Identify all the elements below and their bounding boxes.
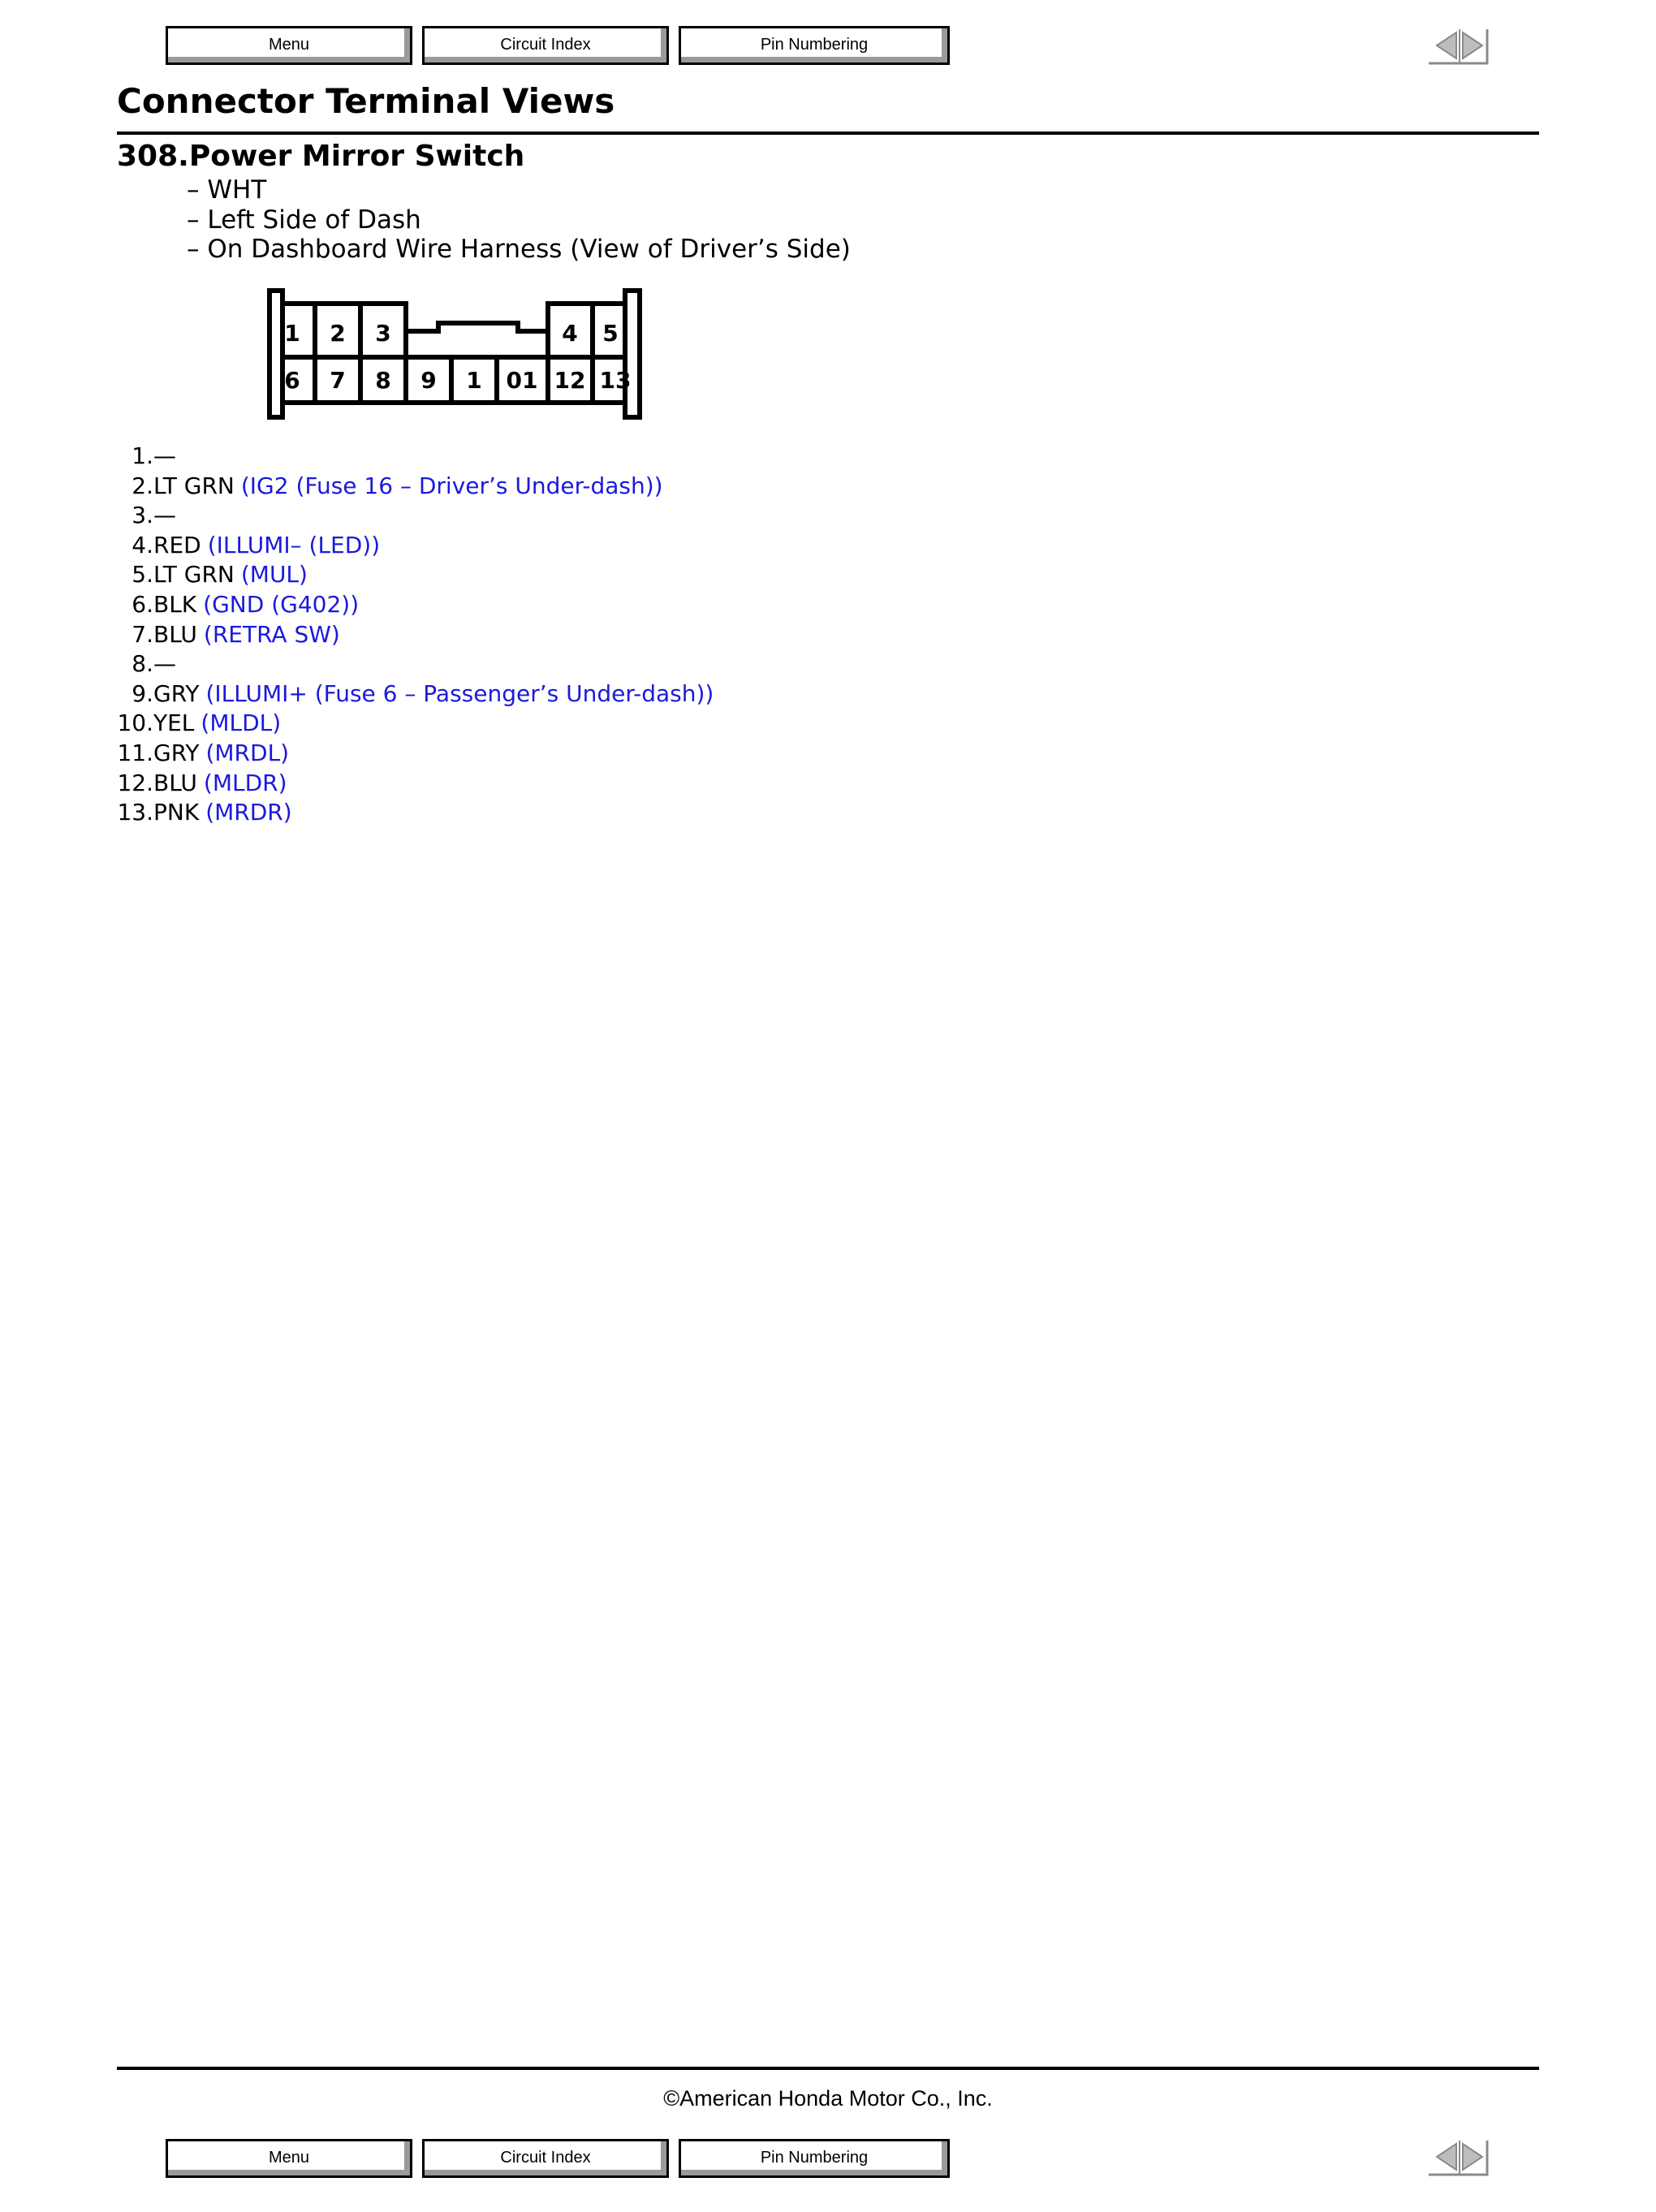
page-title: Connector Terminal Views xyxy=(117,81,615,121)
wire-color: — xyxy=(153,650,176,678)
pin-number: 1. xyxy=(132,442,153,469)
pin-number: 13. xyxy=(117,799,153,826)
pin-list xyxy=(117,442,714,828)
pin-number: 2. xyxy=(132,472,153,499)
connector-details xyxy=(187,175,851,265)
cavity-label: 4 xyxy=(562,320,578,347)
pin-function[interactable]: (ILLUMI– (LED)) xyxy=(207,531,381,558)
pin-number: 3. xyxy=(132,502,153,529)
pin-function[interactable]: (MRDL) xyxy=(205,739,290,766)
pin-number: 9. xyxy=(132,679,153,707)
cavity-label: 8 xyxy=(375,367,391,394)
wire-color: BLU xyxy=(153,769,197,796)
copyright-notice: ©American Honda Motor Co., Inc. xyxy=(663,2086,993,2111)
connector-heading: 308.Power Mirror Switch xyxy=(117,140,525,173)
pin-number: 11. xyxy=(117,739,153,766)
pin-row xyxy=(117,649,714,679)
pin-numbering-button[interactable]: Pin Numbering xyxy=(679,26,950,65)
cavity-label: 5 xyxy=(602,320,619,347)
page-nav-arrows xyxy=(1425,2139,1495,2180)
pin-function[interactable]: (MRDR) xyxy=(205,799,292,826)
pin-function[interactable]: (RETRA SW) xyxy=(203,620,340,648)
pin-row xyxy=(117,620,714,650)
wire-color: BLK xyxy=(153,590,197,618)
circuit-index-button[interactable]: Circuit Index xyxy=(422,26,669,65)
menu-button[interactable]: Menu xyxy=(166,2139,412,2178)
pin-number: 10. xyxy=(117,709,153,737)
connector-color: – WHT xyxy=(187,175,267,205)
next-page-icon[interactable] xyxy=(1463,2144,1482,2170)
cavity-label: 7 xyxy=(330,367,346,394)
circuit-index-button[interactable]: Circuit Index xyxy=(422,2139,669,2178)
pin-function[interactable]: (MUL) xyxy=(240,561,308,589)
wire-color: RED xyxy=(153,531,201,558)
pin-number: 5. xyxy=(132,561,153,589)
wire-color: BLU xyxy=(153,620,197,648)
cavity-label: 1 xyxy=(284,320,300,347)
pin-row xyxy=(117,709,714,739)
wire-color: GRY xyxy=(153,739,200,766)
pin-function[interactable]: (GND (G402)) xyxy=(203,590,360,618)
pin-row xyxy=(117,501,714,531)
cavity-label: 01 xyxy=(506,367,538,394)
pin-function[interactable]: (ILLUMI+ (Fuse 6 – Passenger’s Under-dash)) xyxy=(205,679,714,707)
pin-function[interactable]: (MLDL) xyxy=(201,709,282,737)
menu-button[interactable]: Menu xyxy=(166,26,412,65)
previous-page-icon[interactable] xyxy=(1437,2144,1456,2170)
wire-color: GRY xyxy=(153,679,200,707)
footer-divider xyxy=(117,2067,1539,2070)
pin-number: 7. xyxy=(132,620,153,648)
next-page-icon[interactable] xyxy=(1463,32,1482,58)
title-divider xyxy=(117,132,1539,135)
wire-color: LT GRN xyxy=(153,561,235,589)
pin-row xyxy=(117,679,714,709)
wire-color: PNK xyxy=(153,799,200,826)
previous-page-icon[interactable] xyxy=(1437,32,1456,58)
pin-number: 4. xyxy=(132,531,153,558)
wire-color: YEL xyxy=(153,709,195,737)
pin-row xyxy=(117,590,714,620)
pin-row xyxy=(117,560,714,590)
cavity-label: 9 xyxy=(420,367,437,394)
connector-location: – Left Side of Dash xyxy=(187,205,421,235)
connector-diagram xyxy=(260,284,649,425)
pin-number: 12. xyxy=(117,769,153,796)
cavity-label: 1 xyxy=(466,367,482,394)
pin-row xyxy=(117,442,714,472)
bottom-navigation xyxy=(0,2115,1656,2212)
wire-color: — xyxy=(153,442,176,469)
wire-color: LT GRN xyxy=(153,472,235,499)
pin-number: 6. xyxy=(132,590,153,618)
pin-row xyxy=(117,531,714,561)
cavity-label: 13 xyxy=(599,367,632,394)
cavity-label: 12 xyxy=(554,367,586,394)
page-nav-arrows xyxy=(1425,28,1495,68)
pin-function[interactable]: (MLDR) xyxy=(203,769,287,796)
pin-row xyxy=(117,769,714,799)
pin-number: 8. xyxy=(132,650,153,678)
pin-row xyxy=(117,798,714,828)
pin-row xyxy=(117,472,714,502)
wire-color: — xyxy=(153,502,176,529)
pin-function[interactable]: (IG2 (Fuse 16 – Driver’s Under-dash)) xyxy=(240,472,663,499)
connector-harness: – On Dashboard Wire Harness (View of Driver’s Side) xyxy=(187,235,851,264)
pin-row xyxy=(117,739,714,769)
cavity-label: 2 xyxy=(330,320,346,347)
cavity-label: 3 xyxy=(375,320,391,347)
pin-numbering-button[interactable]: Pin Numbering xyxy=(679,2139,950,2178)
cavity-label: 6 xyxy=(284,367,300,394)
